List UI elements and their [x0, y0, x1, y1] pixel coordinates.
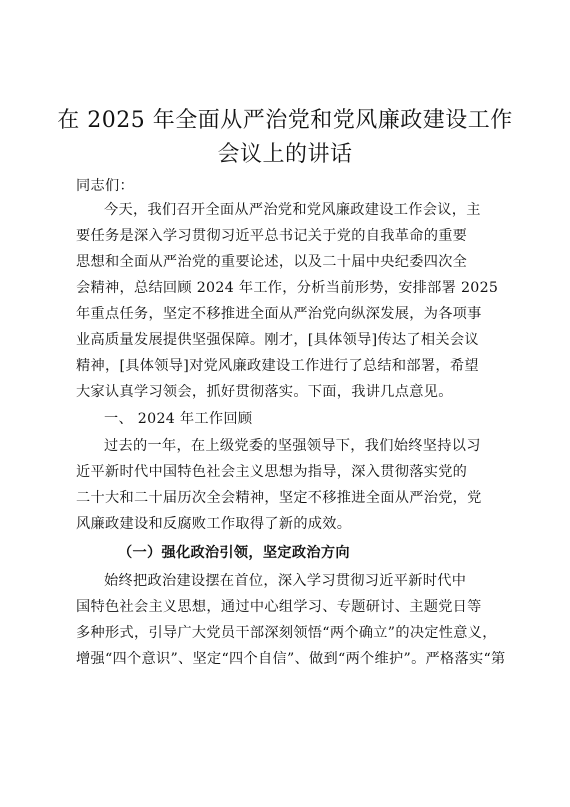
subsection-heading: （一）强化政治引领，坚定政治方向: [118, 545, 350, 561]
paragraph-line: 风廉政建设和反腐败工作取得了新的成效。: [76, 516, 352, 532]
paragraph-line: 要任务是深入学习贯彻习近平总书记关于党的自我革命的重要: [76, 228, 468, 244]
section-heading: 一、 2024 年工作回顾: [104, 411, 253, 427]
paragraph-line: 多种形式，引导广大党员干部深刻领悟“两个确立”的决定性意义，: [76, 625, 497, 641]
paragraph-line: 二十大和二十届历次全会精神，坚定不移推进全面从严治党，党: [76, 490, 482, 506]
paragraph-line: 近平新时代中国特色社会主义思想为指导，深入贯彻落实党的: [76, 464, 468, 480]
document-title-line-2: 会议上的讲话: [217, 142, 353, 167]
paragraph-line: 过去的一年，在上级党委的坚强领导下，我们始终坚持以习: [104, 438, 481, 454]
paragraph-line: 会精神，总结回顾 2024 年工作，分析当前形势，安排部署 2025: [76, 280, 499, 296]
paragraph-line: 始终把政治建设摆在首位，深入学习贯彻习近平新时代中: [104, 573, 467, 589]
paragraph-line: 年重点任务，坚定不移推进全面从严治党向纵深发展，为各项事: [76, 306, 482, 322]
paragraph-line: 国特色社会主义思想，通过中心组学习、专题研讨、主题党日等: [76, 599, 482, 615]
document-title-line-1: 在 2025 年全面从严治党和党风廉政建设工作: [57, 108, 513, 133]
paragraph-line: 业高质量发展提供坚强保障。刚才，[具体领导]传达了相关会议: [76, 332, 479, 348]
paragraph-line: 思想和全面从严治党的重要论述，以及二十届中央纪委四次全: [76, 254, 468, 270]
paragraph-line: 今天，我们召开全面从严治党和党风廉政建设工作会议，主: [104, 202, 481, 218]
salutation: 同志们：: [76, 178, 134, 194]
paragraph-line: 大家认真学习领会，抓好贯彻落实。下面，我讲几点意见。: [76, 384, 453, 400]
paragraph-line: 精神，[具体领导]对党风廉政建设工作进行了总结和部署，希望: [76, 358, 479, 374]
paragraph-line: 增强“四个意识”、坚定“四个自信”、做到“两个维护”。严格落实“第: [76, 651, 506, 667]
